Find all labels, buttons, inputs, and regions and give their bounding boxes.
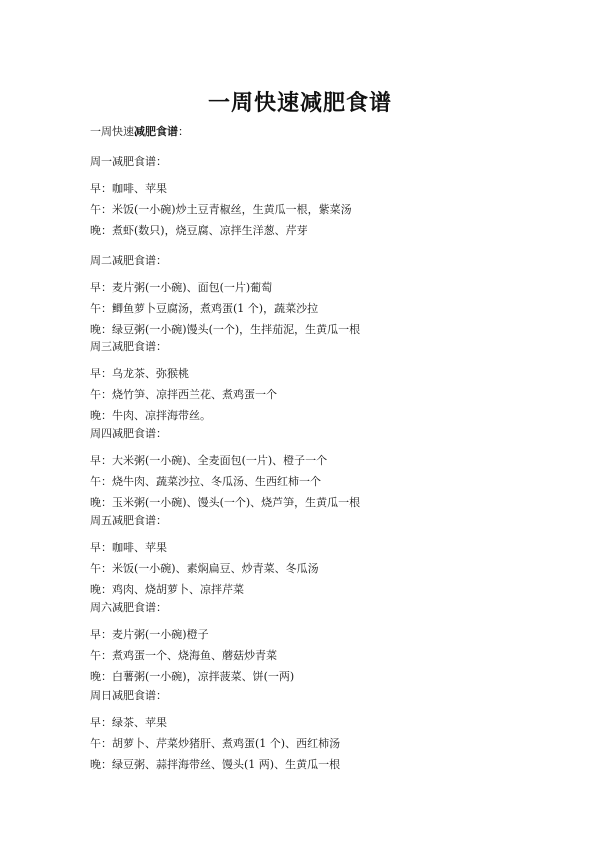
section-heading: 周二减肥食谱： (90, 254, 167, 267)
section-heading: 周四减肥食谱： (90, 427, 167, 440)
section-heading: 周三减肥食谱： (90, 340, 167, 353)
meal-dinner: 晚：绿豆粥(一小碗)馒头(一个)，生拌茄泥，生黄瓜一根 (90, 323, 361, 336)
intro-emphasis: 减肥食谱 (134, 125, 178, 138)
meal-breakfast: 早：大米粥(一小碗)、全麦面包(一片)、橙子一个 (90, 454, 328, 467)
meal-breakfast: 早：咖啡、苹果 (90, 541, 167, 554)
menu-section-saturday (90, 597, 530, 687)
meal-breakfast: 早：乌龙茶、弥猴桃 (90, 367, 189, 380)
meal-breakfast: 早：麦片粥(一小碗)橙子 (90, 628, 209, 641)
meal-breakfast: 早：绿茶、苹果 (90, 716, 167, 729)
meal-lunch: 午：烧牛肉、蔬菜沙拉、冬瓜汤、生西红柿一个 (90, 475, 321, 488)
section-heading: 周一减肥食谱： (90, 155, 167, 168)
meal-breakfast: 早：咖啡、苹果 (90, 182, 167, 195)
meal-dinner: 晚：鸡肉、烧胡萝卜、凉拌芹菜 (90, 583, 244, 596)
menu-section-thursday (90, 423, 530, 513)
menu-section-sunday (90, 685, 530, 775)
section-heading: 周五减肥食谱： (90, 514, 167, 527)
meal-dinner: 晚：绿豆粥、蒜拌海带丝、馒头(1 两)、生黄瓜一根 (90, 758, 341, 771)
meal-dinner: 晚：白薯粥(一小碗)，凉拌菠菜、饼(一两) (90, 670, 295, 683)
meal-breakfast: 早：麦片粥(一小碗)、面包(一片)葡萄 (90, 281, 273, 294)
meal-lunch: 午：烧竹笋、凉拌西兰花、煮鸡蛋一个 (90, 388, 277, 401)
meal-dinner: 晚：玉米粥(一小碗)、馒头(一个)、烧芦笋，生黄瓜一根 (90, 496, 361, 509)
document-title: 一周快速减肥食谱 (207, 90, 392, 116)
section-heading: 周六减肥食谱： (90, 601, 167, 614)
menu-section-tuesday (90, 250, 530, 340)
intro-prefix: 一周快速 (90, 125, 134, 138)
meal-lunch: 午：米饭(一小碗)、素焖扁豆、炒青菜、冬瓜汤 (90, 562, 319, 575)
intro-line (90, 125, 189, 139)
meal-lunch: 午：胡萝卜、芹菜炒猪肝、煮鸡蛋(1 个)、西红柿汤 (90, 737, 341, 750)
meal-dinner: 晚：煮虾(数只)，烧豆腐、凉拌生洋葱、芹芽 (90, 224, 308, 237)
meal-lunch: 午：煮鸡蛋一个、烧海鱼、蘑菇炒青菜 (90, 649, 277, 662)
menu-section-monday (90, 151, 530, 241)
meal-lunch: 午：鲫鱼萝卜豆腐汤，煮鸡蛋(1 个)，蔬菜沙拉 (90, 302, 319, 315)
intro-suffix: ： (178, 125, 189, 138)
menu-section-wednesday (90, 336, 530, 426)
section-heading: 周日减肥食谱： (90, 689, 167, 702)
meal-lunch: 午：米饭(一小碗)炒土豆青椒丝，生黄瓜一根，紫菜汤 (90, 203, 352, 216)
menu-section-friday (90, 510, 530, 600)
meal-dinner: 晚：牛肉、凉拌海带丝。 (90, 409, 211, 422)
